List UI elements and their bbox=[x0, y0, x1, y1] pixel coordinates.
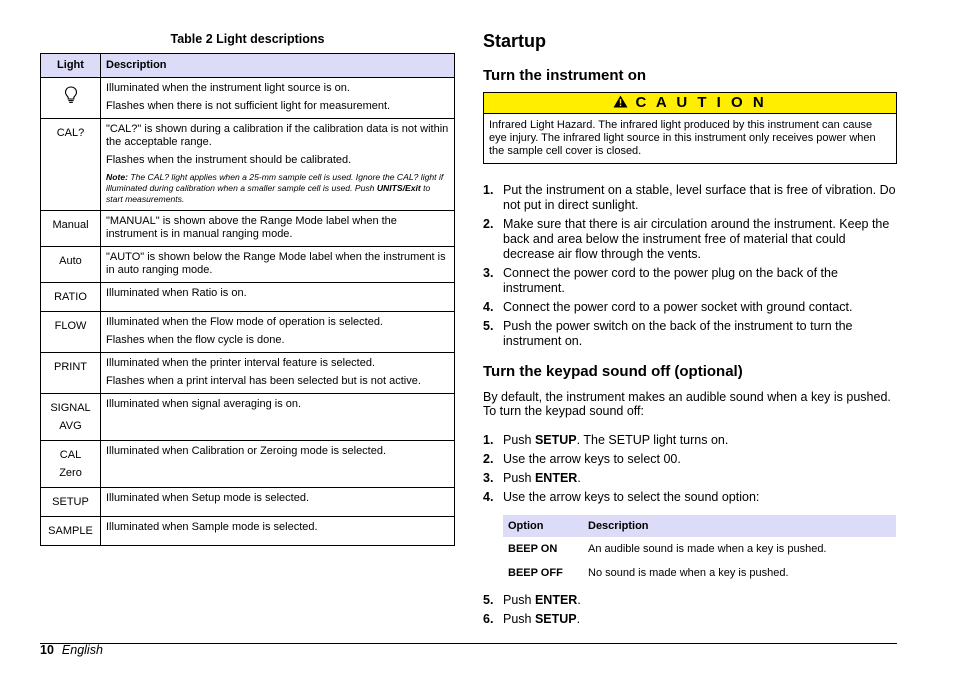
light-cell bbox=[41, 312, 101, 353]
step-number: 2. bbox=[483, 217, 494, 231]
light-cell bbox=[41, 119, 101, 211]
step-item bbox=[483, 452, 897, 467]
column-header-option-description: Description bbox=[583, 515, 896, 537]
description-text: Illuminated when Setup mode is selected. bbox=[106, 492, 310, 504]
description-cell bbox=[101, 78, 455, 119]
step-text: Connect the power cord to the power plug on the back of the instrument. bbox=[503, 266, 838, 295]
light-cell bbox=[41, 283, 101, 312]
step-text: . bbox=[577, 593, 581, 607]
light-descriptions-table bbox=[40, 53, 455, 546]
description-text: Illuminated when Calibration or Zeroing mode is selected. bbox=[106, 445, 387, 457]
description-cell bbox=[101, 283, 455, 312]
step-item bbox=[483, 612, 897, 627]
step-text: Push the power switch on the back of the instrument to turn the instrument on. bbox=[503, 319, 853, 348]
step-number: 2. bbox=[483, 452, 494, 466]
step-number: 6. bbox=[483, 612, 494, 626]
keypad-sound-steps bbox=[483, 433, 897, 505]
table-row bbox=[41, 247, 455, 283]
light-label-line: CAL bbox=[59, 449, 82, 461]
step-text: Push bbox=[503, 612, 535, 626]
step-number: 3. bbox=[483, 471, 494, 485]
startup-steps bbox=[483, 183, 897, 349]
heading-turn-instrument-on: Turn the instrument on bbox=[483, 67, 647, 84]
step-text: Make sure that there is air circulation around the instrument. Keep the back and area below the instrument free of material that could decrease air flow through the vents. bbox=[503, 217, 890, 261]
step-text: Push bbox=[503, 471, 535, 485]
description-cell bbox=[101, 312, 455, 353]
description-text: Illuminated when the instrument light source is on. bbox=[106, 82, 350, 94]
table-row bbox=[41, 517, 455, 546]
light-label: Auto bbox=[59, 255, 82, 267]
option-row bbox=[503, 561, 896, 585]
step-item bbox=[483, 300, 897, 315]
light-cell bbox=[41, 211, 101, 247]
step-text: Push bbox=[503, 593, 535, 607]
step-text: Use the arrow keys to select 00. bbox=[503, 452, 681, 466]
step-number: 1. bbox=[483, 183, 494, 197]
light-bulb-icon bbox=[64, 86, 78, 104]
light-label: CAL? bbox=[56, 127, 85, 139]
note-key: UNITS/Exit bbox=[376, 183, 421, 193]
step-item bbox=[483, 217, 897, 262]
table-caption: Table 2 Light descriptions bbox=[170, 32, 325, 46]
description-cell bbox=[101, 441, 455, 488]
description-cell bbox=[101, 247, 455, 283]
light-cell bbox=[41, 517, 101, 546]
light-cell bbox=[41, 488, 101, 517]
step-number: 4. bbox=[483, 490, 494, 504]
description-cell bbox=[101, 394, 455, 441]
table-row bbox=[41, 488, 455, 517]
light-cell bbox=[41, 353, 101, 394]
table-row bbox=[41, 394, 455, 441]
note-text: The CAL? light applies when a 25-mm sample cell is used. Ignore the CAL? light if illuminated during calibration when a smaller sample cell is used. Push bbox=[106, 172, 444, 193]
column-header-option: Option bbox=[503, 515, 583, 537]
footer-divider bbox=[40, 643, 897, 644]
page-footer bbox=[40, 643, 103, 657]
table-row bbox=[41, 283, 455, 312]
step-text: . bbox=[577, 471, 581, 485]
description-text: Illuminated when Sample mode is selected. bbox=[106, 521, 318, 533]
step-item bbox=[483, 319, 897, 349]
step-number: 4. bbox=[483, 300, 494, 314]
light-label: SETUP bbox=[52, 496, 89, 508]
light-cell bbox=[41, 394, 101, 441]
description-text: Flashes when the flow cycle is done. bbox=[106, 334, 285, 346]
step-item bbox=[483, 490, 897, 505]
caution-label: C A U T I O N bbox=[635, 94, 767, 111]
keypad-sound-steps-final bbox=[483, 593, 897, 627]
light-label: FLOW bbox=[54, 320, 87, 332]
description-text: Flashes when there is not sufficient light for measurement. bbox=[106, 100, 391, 112]
table-row bbox=[41, 312, 455, 353]
option-row bbox=[503, 537, 896, 561]
step-text: Push bbox=[503, 433, 535, 447]
column-header-light: Light bbox=[41, 54, 101, 78]
option-description: An audible sound is made when a key is pushed. bbox=[588, 543, 827, 555]
table-row bbox=[41, 353, 455, 394]
note-label: Note: bbox=[106, 172, 128, 182]
caution-header bbox=[484, 93, 896, 114]
step-text: . The SETUP light turns on. bbox=[576, 433, 729, 447]
step-text: . bbox=[576, 612, 581, 626]
heading-keypad-sound: Turn the keypad sound off (optional) bbox=[483, 363, 743, 380]
step-number: 5. bbox=[483, 319, 494, 333]
light-label: SAMPLE bbox=[48, 525, 93, 537]
footer-language: English bbox=[61, 643, 103, 657]
description-cell bbox=[101, 517, 455, 546]
step-text: Use the arrow keys to select the sound option: bbox=[503, 490, 760, 504]
table-row bbox=[41, 119, 455, 211]
caution-text: Infrared Light Hazard. The infrared light produced by this instrument can cause eye injury. The infrared light source in this instrument only receives power when the sample cell cover is closed. bbox=[489, 119, 876, 157]
step-key: ENTER bbox=[534, 593, 578, 607]
option-name: BEEP ON bbox=[508, 543, 558, 555]
description-cell bbox=[101, 119, 455, 211]
description-text: Flashes when a print interval has been selected but is not active. bbox=[106, 375, 421, 387]
step-key: SETUP bbox=[534, 433, 577, 447]
warning-triangle-icon bbox=[613, 95, 628, 108]
page-title: Startup bbox=[483, 31, 546, 51]
description-text: "MANUAL" is shown above the Range Mode label when the instrument is in manual ranging mode. bbox=[106, 215, 397, 240]
light-cell bbox=[41, 78, 101, 119]
step-number: 5. bbox=[483, 593, 494, 607]
step-number: 1. bbox=[483, 433, 494, 447]
step-key: ENTER bbox=[534, 471, 578, 485]
light-cell bbox=[41, 441, 101, 488]
step-text: Put the instrument on a stable, level surface that is free of vibration. Do not put in direct sunlight. bbox=[503, 183, 896, 212]
keypad-sound-intro: By default, the instrument makes an audible sound when a key is pushed. To turn the keypad sound off: bbox=[483, 390, 891, 418]
page-number: 10 bbox=[40, 643, 54, 657]
light-label-line: SIGNAL bbox=[50, 402, 91, 414]
description-text: Illuminated when signal averaging is on. bbox=[106, 398, 302, 410]
description-text: Illuminated when Ratio is on. bbox=[106, 287, 247, 299]
step-item bbox=[483, 593, 897, 608]
table-row bbox=[41, 78, 455, 119]
light-label: RATIO bbox=[54, 291, 87, 303]
description-cell bbox=[101, 353, 455, 394]
light-cell bbox=[41, 247, 101, 283]
step-text: Connect the power cord to a power socket with ground contact. bbox=[503, 300, 853, 314]
description-text: Illuminated when the Flow mode of operation is selected. bbox=[106, 316, 383, 328]
description-text: "AUTO" is shown below the Range Mode label when the instrument is in auto ranging mode. bbox=[106, 251, 446, 276]
sound-options-table bbox=[503, 515, 896, 585]
table-row bbox=[41, 441, 455, 488]
step-number: 3. bbox=[483, 266, 494, 280]
description-cell bbox=[101, 488, 455, 517]
note-text: to start measurements. bbox=[106, 183, 431, 204]
step-item bbox=[483, 433, 897, 448]
option-name: BEEP OFF bbox=[508, 567, 563, 579]
light-label: Manual bbox=[52, 219, 89, 231]
description-cell bbox=[101, 211, 455, 247]
step-key: SETUP bbox=[534, 612, 577, 626]
description-text: Flashes when the instrument should be calibrated. bbox=[106, 154, 352, 166]
table-row bbox=[41, 211, 455, 247]
step-item bbox=[483, 266, 897, 296]
light-label-line: AVG bbox=[59, 420, 82, 432]
calibration-note bbox=[106, 172, 449, 205]
option-description: No sound is made when a key is pushed. bbox=[588, 567, 789, 579]
step-item bbox=[483, 183, 897, 213]
column-header-description: Description bbox=[101, 54, 455, 78]
light-label: PRINT bbox=[54, 361, 87, 373]
description-text: Illuminated when the printer interval feature is selected. bbox=[106, 357, 376, 369]
startup-section bbox=[483, 28, 897, 631]
description-text: "CAL?" is shown during a calibration if the calibration data is not within the acceptable range. bbox=[106, 123, 449, 148]
caution-box bbox=[483, 92, 897, 164]
light-label-line: Zero bbox=[59, 467, 82, 479]
step-item bbox=[483, 471, 897, 486]
